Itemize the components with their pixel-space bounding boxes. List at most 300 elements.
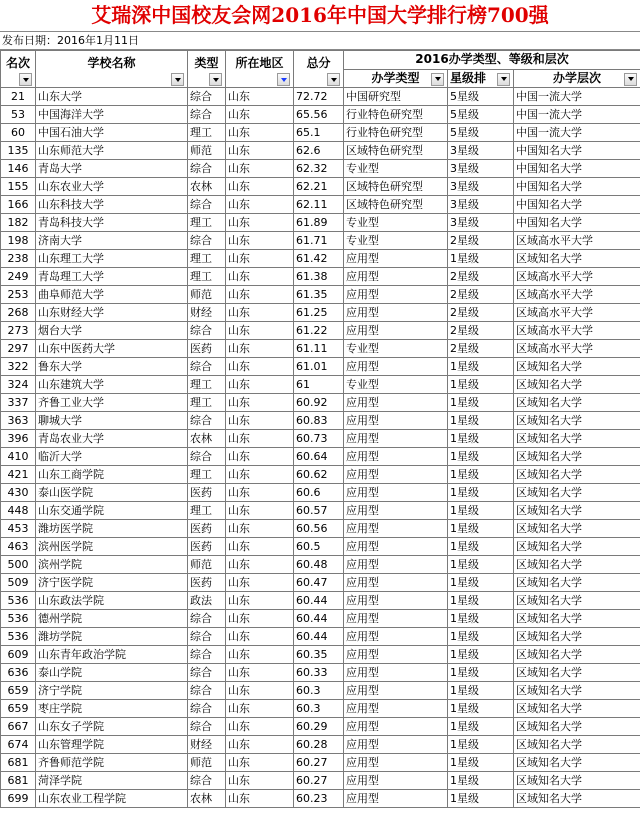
cell-level[interactable]: 区域知名大学 [514,556,640,574]
cell-star[interactable]: 2星级 [448,268,514,286]
cell-region[interactable]: 山东 [226,538,294,556]
cell-rank[interactable]: 322 [1,358,36,376]
cell-region[interactable]: 山东 [226,232,294,250]
cell-school-type[interactable]: 应用型 [344,628,448,646]
cell-star[interactable]: 1星级 [448,772,514,790]
cell-level[interactable]: 区域高水平大学 [514,286,640,304]
cell-school-type[interactable]: 应用型 [344,268,448,286]
cell-level[interactable]: 区域知名大学 [514,574,640,592]
cell-total[interactable]: 61.38 [294,268,344,286]
cell-school[interactable]: 齐鲁工业大学 [36,394,188,412]
cell-type[interactable]: 理工 [188,214,226,232]
cell-rank[interactable]: 53 [1,106,36,124]
cell-region[interactable]: 山东 [226,718,294,736]
cell-level[interactable]: 区域知名大学 [514,394,640,412]
cell-region[interactable]: 山东 [226,394,294,412]
cell-type[interactable]: 理工 [188,376,226,394]
cell-total[interactable]: 60.29 [294,718,344,736]
cell-star[interactable]: 1星级 [448,376,514,394]
cell-star[interactable]: 1星级 [448,592,514,610]
filter-star-dropdown[interactable] [497,73,510,86]
cell-rank[interactable]: 155 [1,178,36,196]
cell-school[interactable]: 菏泽学院 [36,772,188,790]
cell-school[interactable]: 山东理工大学 [36,250,188,268]
cell-rank[interactable]: 337 [1,394,36,412]
cell-school[interactable]: 山东女子学院 [36,718,188,736]
cell-school-type[interactable]: 应用型 [344,682,448,700]
cell-total[interactable]: 61.71 [294,232,344,250]
cell-school-type[interactable]: 区域特色研究型 [344,142,448,160]
cell-school-type[interactable]: 应用型 [344,520,448,538]
cell-level[interactable]: 中国知名大学 [514,178,640,196]
cell-type[interactable]: 理工 [188,268,226,286]
cell-total[interactable]: 60.47 [294,574,344,592]
cell-rank[interactable]: 297 [1,340,36,358]
cell-level[interactable]: 区域知名大学 [514,484,640,502]
cell-rank[interactable]: 509 [1,574,36,592]
cell-star[interactable]: 1星级 [448,682,514,700]
filter-type-dropdown[interactable] [209,73,222,86]
cell-school[interactable]: 潍坊学院 [36,628,188,646]
cell-type[interactable]: 综合 [188,664,226,682]
cell-rank[interactable]: 659 [1,682,36,700]
cell-level[interactable]: 区域知名大学 [514,610,640,628]
cell-school-type[interactable]: 应用型 [344,646,448,664]
cell-total[interactable]: 65.1 [294,124,344,142]
cell-total[interactable]: 60.3 [294,700,344,718]
cell-total[interactable]: 60.27 [294,772,344,790]
cell-school-type[interactable]: 应用型 [344,286,448,304]
cell-total[interactable]: 60.28 [294,736,344,754]
cell-level[interactable]: 区域知名大学 [514,646,640,664]
cell-type[interactable]: 综合 [188,448,226,466]
cell-type[interactable]: 综合 [188,412,226,430]
cell-star[interactable]: 1星级 [448,538,514,556]
cell-rank[interactable]: 699 [1,790,36,808]
cell-school-type[interactable]: 行业特色研究型 [344,106,448,124]
cell-star[interactable]: 2星级 [448,232,514,250]
cell-school[interactable]: 济宁学院 [36,682,188,700]
cell-school-type[interactable]: 应用型 [344,610,448,628]
cell-school-type[interactable]: 应用型 [344,250,448,268]
cell-type[interactable]: 农林 [188,178,226,196]
cell-school-type[interactable]: 应用型 [344,790,448,808]
cell-rank[interactable]: 681 [1,754,36,772]
cell-school[interactable]: 临沂大学 [36,448,188,466]
cell-star[interactable]: 3星级 [448,142,514,160]
cell-school[interactable]: 山东农业工程学院 [36,790,188,808]
cell-star[interactable]: 5星级 [448,124,514,142]
cell-total[interactable]: 61.01 [294,358,344,376]
cell-level[interactable]: 区域知名大学 [514,250,640,268]
cell-rank[interactable]: 500 [1,556,36,574]
cell-star[interactable]: 1星级 [448,574,514,592]
cell-school[interactable]: 曲阜师范大学 [36,286,188,304]
cell-region[interactable]: 山东 [226,610,294,628]
cell-rank[interactable]: 396 [1,430,36,448]
cell-rank[interactable]: 146 [1,160,36,178]
cell-school[interactable]: 山东建筑大学 [36,376,188,394]
cell-school[interactable]: 山东管理学院 [36,736,188,754]
cell-school-type[interactable]: 专业型 [344,232,448,250]
cell-star[interactable]: 5星级 [448,88,514,106]
cell-school-type[interactable]: 应用型 [344,466,448,484]
cell-school-type[interactable]: 专业型 [344,376,448,394]
cell-level[interactable]: 区域知名大学 [514,754,640,772]
cell-rank[interactable]: 273 [1,322,36,340]
cell-type[interactable]: 师范 [188,754,226,772]
cell-region[interactable]: 山东 [226,124,294,142]
cell-school-type[interactable]: 应用型 [344,772,448,790]
cell-school-type[interactable]: 应用型 [344,592,448,610]
cell-level[interactable]: 区域知名大学 [514,520,640,538]
cell-type[interactable]: 医药 [188,520,226,538]
cell-level[interactable]: 区域知名大学 [514,592,640,610]
cell-school[interactable]: 潍坊医学院 [36,520,188,538]
cell-level[interactable]: 中国一流大学 [514,106,640,124]
cell-rank[interactable]: 249 [1,268,36,286]
cell-region[interactable]: 山东 [226,286,294,304]
cell-type[interactable]: 理工 [188,124,226,142]
cell-school[interactable]: 山东师范大学 [36,142,188,160]
cell-type[interactable]: 师范 [188,286,226,304]
cell-rank[interactable]: 536 [1,628,36,646]
cell-total[interactable]: 60.33 [294,664,344,682]
cell-total[interactable]: 60.48 [294,556,344,574]
cell-region[interactable]: 山东 [226,160,294,178]
cell-region[interactable]: 山东 [226,772,294,790]
cell-region[interactable]: 山东 [226,106,294,124]
cell-level[interactable]: 区域高水平大学 [514,304,640,322]
cell-type[interactable]: 理工 [188,394,226,412]
cell-school-type[interactable]: 应用型 [344,700,448,718]
cell-total[interactable]: 60.73 [294,430,344,448]
cell-type[interactable]: 综合 [188,322,226,340]
cell-star[interactable]: 1星级 [448,754,514,772]
cell-region[interactable]: 山东 [226,520,294,538]
cell-rank[interactable]: 463 [1,538,36,556]
cell-region[interactable]: 山东 [226,376,294,394]
cell-school-type[interactable]: 应用型 [344,322,448,340]
cell-star[interactable]: 1星级 [448,646,514,664]
cell-school-type[interactable]: 应用型 [344,358,448,376]
cell-region[interactable]: 山东 [226,178,294,196]
cell-total[interactable]: 72.72 [294,88,344,106]
cell-region[interactable]: 山东 [226,592,294,610]
cell-type[interactable]: 理工 [188,250,226,268]
cell-region[interactable]: 山东 [226,340,294,358]
cell-type[interactable]: 医药 [188,538,226,556]
cell-rank[interactable]: 60 [1,124,36,142]
cell-level[interactable]: 区域知名大学 [514,700,640,718]
cell-star[interactable]: 1星级 [448,358,514,376]
cell-rank[interactable]: 21 [1,88,36,106]
cell-region[interactable]: 山东 [226,700,294,718]
cell-total[interactable]: 60.92 [294,394,344,412]
cell-star[interactable]: 5星级 [448,106,514,124]
cell-school-type[interactable]: 专业型 [344,214,448,232]
cell-rank[interactable]: 324 [1,376,36,394]
cell-type[interactable]: 综合 [188,718,226,736]
cell-level[interactable]: 区域知名大学 [514,538,640,556]
cell-total[interactable]: 62.6 [294,142,344,160]
cell-total[interactable]: 60.56 [294,520,344,538]
cell-region[interactable]: 山东 [226,214,294,232]
cell-type[interactable]: 农林 [188,790,226,808]
cell-school[interactable]: 青岛理工大学 [36,268,188,286]
cell-school-type[interactable]: 中国研究型 [344,88,448,106]
cell-school-type[interactable]: 应用型 [344,394,448,412]
cell-rank[interactable]: 609 [1,646,36,664]
cell-school-type[interactable]: 应用型 [344,448,448,466]
cell-total[interactable]: 65.56 [294,106,344,124]
cell-star[interactable]: 3星级 [448,160,514,178]
cell-level[interactable]: 中国知名大学 [514,196,640,214]
cell-level[interactable]: 区域高水平大学 [514,340,640,358]
cell-type[interactable]: 财经 [188,736,226,754]
cell-level[interactable]: 中国一流大学 [514,88,640,106]
cell-star[interactable]: 3星级 [448,214,514,232]
cell-level[interactable]: 中国知名大学 [514,142,640,160]
cell-rank[interactable]: 659 [1,700,36,718]
cell-rank[interactable]: 453 [1,520,36,538]
cell-level[interactable]: 区域高水平大学 [514,322,640,340]
cell-region[interactable]: 山东 [226,556,294,574]
cell-type[interactable]: 综合 [188,610,226,628]
cell-star[interactable]: 1星级 [448,736,514,754]
cell-school[interactable]: 山东中医药大学 [36,340,188,358]
cell-total[interactable]: 61.22 [294,322,344,340]
cell-school-type[interactable]: 应用型 [344,304,448,322]
cell-region[interactable]: 山东 [226,304,294,322]
cell-school[interactable]: 中国石油大学 [36,124,188,142]
cell-region[interactable]: 山东 [226,502,294,520]
cell-star[interactable]: 1星级 [448,718,514,736]
cell-total[interactable]: 60.57 [294,502,344,520]
cell-type[interactable]: 师范 [188,556,226,574]
cell-level[interactable]: 区域知名大学 [514,628,640,646]
cell-rank[interactable]: 448 [1,502,36,520]
cell-star[interactable]: 1星级 [448,466,514,484]
cell-level[interactable]: 区域知名大学 [514,430,640,448]
cell-school-type[interactable]: 专业型 [344,160,448,178]
filter-level-dropdown[interactable] [624,73,637,86]
cell-level[interactable]: 区域知名大学 [514,790,640,808]
cell-region[interactable]: 山东 [226,250,294,268]
cell-school-type[interactable]: 应用型 [344,430,448,448]
cell-star[interactable]: 1星级 [448,520,514,538]
cell-school[interactable]: 滨州学院 [36,556,188,574]
cell-type[interactable]: 综合 [188,628,226,646]
cell-type[interactable]: 医药 [188,340,226,358]
cell-region[interactable]: 山东 [226,664,294,682]
cell-school[interactable]: 泰山学院 [36,664,188,682]
cell-total[interactable]: 61.35 [294,286,344,304]
cell-type[interactable]: 综合 [188,196,226,214]
cell-rank[interactable]: 268 [1,304,36,322]
cell-school[interactable]: 青岛农业大学 [36,430,188,448]
cell-rank[interactable]: 182 [1,214,36,232]
cell-level[interactable]: 区域知名大学 [514,502,640,520]
cell-rank[interactable]: 198 [1,232,36,250]
cell-rank[interactable]: 536 [1,592,36,610]
cell-total[interactable]: 60.64 [294,448,344,466]
cell-level[interactable]: 中国一流大学 [514,124,640,142]
cell-school[interactable]: 山东政法学院 [36,592,188,610]
cell-level[interactable]: 区域知名大学 [514,412,640,430]
cell-school[interactable]: 山东科技大学 [36,196,188,214]
cell-region[interactable]: 山东 [226,430,294,448]
cell-type[interactable]: 理工 [188,466,226,484]
cell-type[interactable]: 医药 [188,484,226,502]
cell-total[interactable]: 61.11 [294,340,344,358]
cell-rank[interactable]: 166 [1,196,36,214]
cell-total[interactable]: 61 [294,376,344,394]
cell-school-type[interactable]: 应用型 [344,664,448,682]
cell-school-type[interactable]: 应用型 [344,556,448,574]
filter-rank-dropdown[interactable] [19,73,32,86]
cell-star[interactable]: 1星级 [448,430,514,448]
cell-type[interactable]: 综合 [188,646,226,664]
cell-region[interactable]: 山东 [226,448,294,466]
cell-rank[interactable]: 363 [1,412,36,430]
cell-region[interactable]: 山东 [226,790,294,808]
cell-total[interactable]: 61.89 [294,214,344,232]
cell-rank[interactable]: 681 [1,772,36,790]
cell-school-type[interactable]: 区域特色研究型 [344,178,448,196]
cell-star[interactable]: 3星级 [448,178,514,196]
cell-star[interactable]: 1星级 [448,610,514,628]
cell-type[interactable]: 综合 [188,700,226,718]
cell-school[interactable]: 聊城大学 [36,412,188,430]
cell-level[interactable]: 区域知名大学 [514,664,640,682]
cell-total[interactable]: 60.3 [294,682,344,700]
cell-star[interactable]: 2星级 [448,286,514,304]
cell-rank[interactable]: 238 [1,250,36,268]
cell-level[interactable]: 中国知名大学 [514,214,640,232]
cell-total[interactable]: 62.32 [294,160,344,178]
cell-level[interactable]: 中国知名大学 [514,160,640,178]
cell-school-type[interactable]: 应用型 [344,538,448,556]
cell-school[interactable]: 枣庄学院 [36,700,188,718]
cell-rank[interactable]: 253 [1,286,36,304]
cell-school[interactable]: 山东工商学院 [36,466,188,484]
cell-total[interactable]: 60.27 [294,754,344,772]
cell-type[interactable]: 医药 [188,574,226,592]
cell-star[interactable]: 1星级 [448,394,514,412]
cell-region[interactable]: 山东 [226,484,294,502]
cell-school[interactable]: 济宁医学院 [36,574,188,592]
cell-rank[interactable]: 674 [1,736,36,754]
cell-total[interactable]: 62.21 [294,178,344,196]
cell-star[interactable]: 3星级 [448,196,514,214]
cell-total[interactable]: 60.44 [294,628,344,646]
cell-school[interactable]: 滨州医学院 [36,538,188,556]
cell-level[interactable]: 区域知名大学 [514,718,640,736]
cell-star[interactable]: 1星级 [448,502,514,520]
cell-level[interactable]: 区域知名大学 [514,448,640,466]
cell-level[interactable]: 区域知名大学 [514,772,640,790]
cell-school-type[interactable]: 应用型 [344,412,448,430]
cell-star[interactable]: 1星级 [448,484,514,502]
cell-school[interactable]: 山东农业大学 [36,178,188,196]
cell-total[interactable]: 60.5 [294,538,344,556]
cell-region[interactable]: 山东 [226,754,294,772]
cell-type[interactable]: 综合 [188,160,226,178]
cell-region[interactable]: 山东 [226,322,294,340]
cell-total[interactable]: 60.35 [294,646,344,664]
cell-school[interactable]: 泰山医学院 [36,484,188,502]
cell-region[interactable]: 山东 [226,142,294,160]
cell-total[interactable]: 60.62 [294,466,344,484]
cell-region[interactable]: 山东 [226,682,294,700]
cell-star[interactable]: 1星级 [448,628,514,646]
cell-level[interactable]: 区域知名大学 [514,682,640,700]
cell-type[interactable]: 综合 [188,88,226,106]
cell-total[interactable]: 60.6 [294,484,344,502]
cell-rank[interactable]: 421 [1,466,36,484]
cell-rank[interactable]: 135 [1,142,36,160]
cell-school[interactable]: 山东青年政治学院 [36,646,188,664]
cell-total[interactable]: 60.44 [294,592,344,610]
cell-level[interactable]: 区域高水平大学 [514,232,640,250]
cell-type[interactable]: 师范 [188,142,226,160]
cell-star[interactable]: 2星级 [448,304,514,322]
cell-region[interactable]: 山东 [226,646,294,664]
filter-score-dropdown[interactable] [327,73,340,86]
cell-total[interactable]: 62.11 [294,196,344,214]
cell-rank[interactable]: 667 [1,718,36,736]
cell-school[interactable]: 青岛科技大学 [36,214,188,232]
cell-total[interactable]: 61.42 [294,250,344,268]
cell-rank[interactable]: 636 [1,664,36,682]
cell-level[interactable]: 区域知名大学 [514,376,640,394]
cell-level[interactable]: 区域知名大学 [514,358,640,376]
cell-total[interactable]: 60.83 [294,412,344,430]
cell-star[interactable]: 1星级 [448,412,514,430]
cell-school[interactable]: 山东交通学院 [36,502,188,520]
cell-school[interactable]: 山东财经大学 [36,304,188,322]
cell-star[interactable]: 1星级 [448,556,514,574]
cell-type[interactable]: 综合 [188,682,226,700]
cell-level[interactable]: 区域知名大学 [514,466,640,484]
cell-region[interactable]: 山东 [226,466,294,484]
filter-region-dropdown[interactable] [277,73,290,86]
cell-star[interactable]: 1星级 [448,790,514,808]
cell-level[interactable]: 区域知名大学 [514,736,640,754]
cell-rank[interactable]: 536 [1,610,36,628]
filter-school-dropdown[interactable] [171,73,184,86]
cell-region[interactable]: 山东 [226,358,294,376]
cell-school[interactable]: 济南大学 [36,232,188,250]
cell-school-type[interactable]: 应用型 [344,736,448,754]
cell-school[interactable]: 中国海洋大学 [36,106,188,124]
cell-rank[interactable]: 410 [1,448,36,466]
cell-school[interactable]: 德州学院 [36,610,188,628]
cell-star[interactable]: 2星级 [448,322,514,340]
cell-type[interactable]: 综合 [188,232,226,250]
cell-school[interactable]: 山东大学 [36,88,188,106]
cell-type[interactable]: 综合 [188,106,226,124]
cell-region[interactable]: 山东 [226,88,294,106]
cell-school[interactable]: 烟台大学 [36,322,188,340]
cell-type[interactable]: 财经 [188,304,226,322]
cell-school[interactable]: 青岛大学 [36,160,188,178]
cell-rank[interactable]: 430 [1,484,36,502]
cell-region[interactable]: 山东 [226,574,294,592]
cell-school-type[interactable]: 专业型 [344,340,448,358]
cell-school-type[interactable]: 应用型 [344,484,448,502]
